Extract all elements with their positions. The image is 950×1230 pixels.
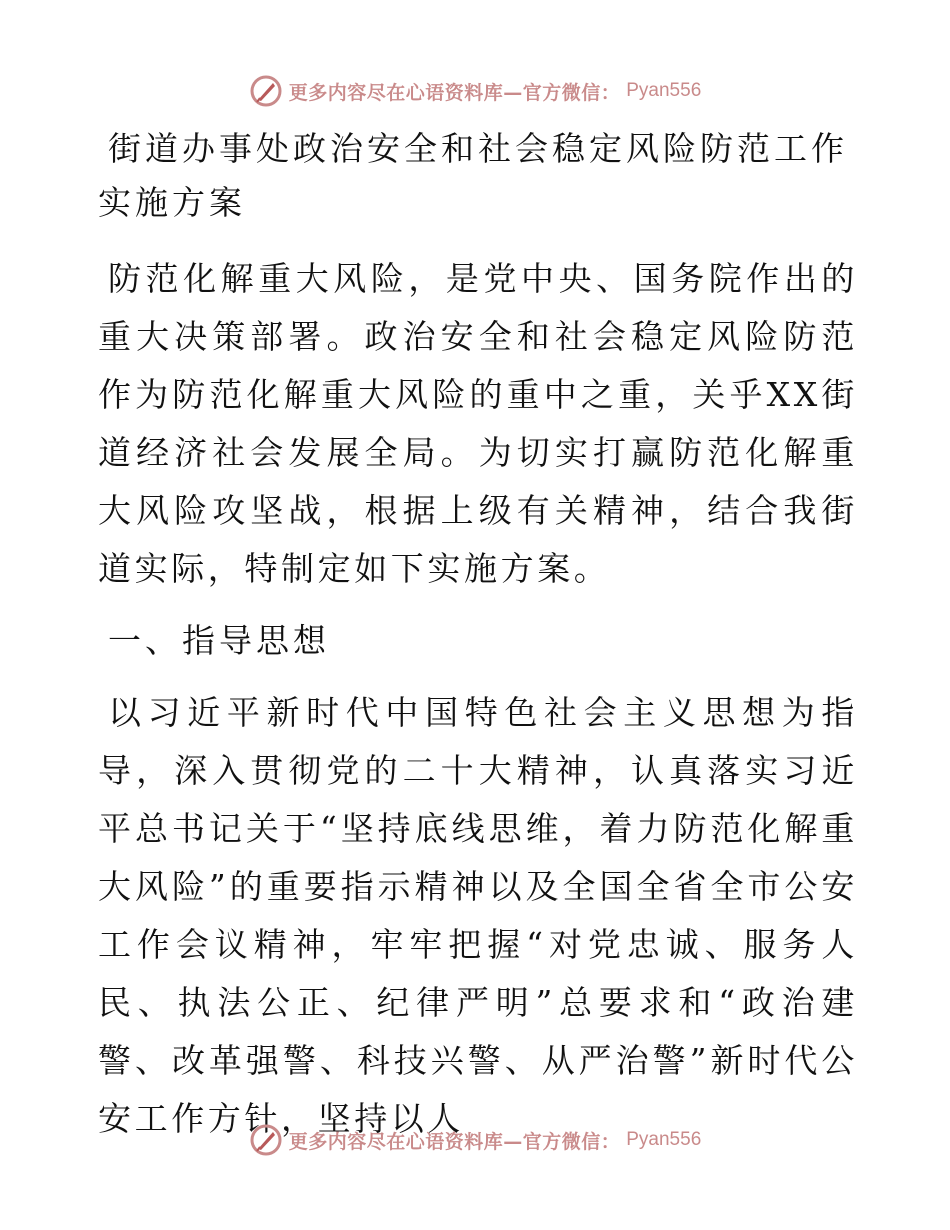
- header-watermark: [0, 70, 950, 112]
- section-paragraph-guiding-ideology: 以习近平新时代中国特色社会主义思想为指导，深入贯彻党的二十大精神，认真落实习近平总书记关于“坚持底线思维，着力防范化解重大风险”的重要指示精神以及全国全省全市公安工作会议精神，牢牢把握“对党忠诚、服务人民、执法公正、纪律严明”总要求和“政治建警、改革强警、科技兴警、从严治警”新时代公安工作方针，坚持以人: [98, 693, 858, 1138]
- footer-watermark: [0, 1119, 950, 1161]
- watermark-handle: Pyan556: [626, 1129, 702, 1150]
- section-heading-guiding-ideology: 一、指导思想: [108, 621, 330, 660]
- intro-paragraph: 防范化解重大风险，是党中央、国务院作出的重大决策部署。政治安全和社会稳定风险防范作为防范化解重大风险的重中之重，关乎XX街道经济社会发展全局。为切实打赢防范化解重大风险攻坚战，根据上级有关精神，结合我街道实际，特制定如下实施方案。: [98, 259, 858, 588]
- watermark-text: 更多内容尽在心语资料库—官方微信：: [288, 81, 621, 104]
- feather-pen-icon: [249, 1123, 283, 1157]
- document-title: 街道办事处政治安全和社会稳定风险防范工作实施方案: [98, 129, 848, 222]
- feather-pen-icon: [249, 74, 283, 108]
- document-body: [98, 122, 858, 1148]
- watermark-handle: Pyan556: [626, 80, 702, 101]
- watermark-text: 更多内容尽在心语资料库—官方微信：: [288, 1130, 621, 1153]
